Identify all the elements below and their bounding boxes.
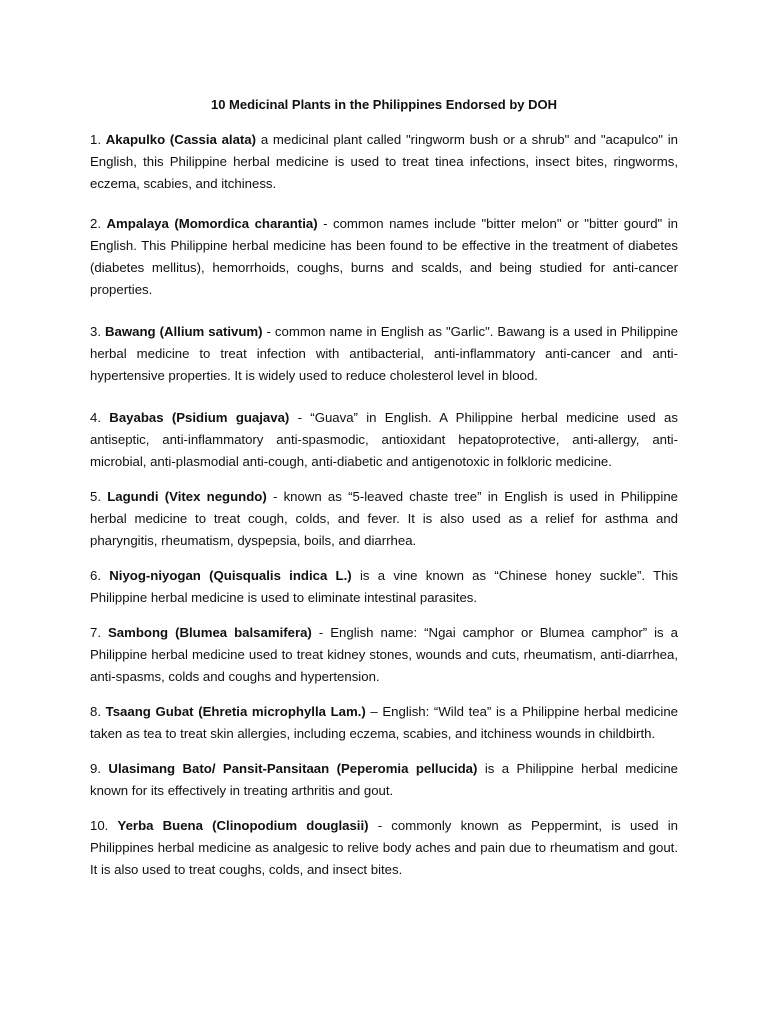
page-title: 10 Medicinal Plants in the Philippines Endorsed by DOH <box>210 97 557 112</box>
item-number: 8. <box>90 704 101 719</box>
plant-description: - “Guava” in English. A Philippine herbal medicine used as antiseptic, anti-inflammatory anti-spasmodic, antioxidant hepatoprotective, anti-allergy, anti-microbial, anti-plasmodial anti-cough, anti-diabetic and antigenotoxic in folkloric medicine. <box>90 410 678 469</box>
item-number: 9. <box>90 761 101 776</box>
item-number: 10. <box>90 818 109 833</box>
list-item <box>90 622 678 688</box>
plant-description: - commonly known as Peppermint, is used in Philippines herbal medicine as analgesic to relive body aches and pain due to rheumatism and gout. It is also used to treat coughs, colds, and insect bites. <box>90 818 678 877</box>
list-item <box>90 701 678 745</box>
list-item <box>90 407 678 473</box>
plant-name: Akapulko (Cassia alata) <box>105 132 257 147</box>
plant-description: is a Philippine herbal medicine known for its effectively in treating arthritis and gout. <box>90 761 678 798</box>
plant-description: - English name: “Ngai camphor or Blumea camphor” is a Philippine herbal medicine used to treat kidney stones, wounds and cuts, rheumatism, anti-diarrhea, anti-spasms, colds and coughs and hypertension. <box>90 625 678 684</box>
list-item <box>90 565 678 609</box>
plant-name: Yerba Buena (Clinopodium douglasii) <box>117 818 369 833</box>
item-number: 7. <box>90 625 101 640</box>
item-number: 1. <box>90 132 101 147</box>
plant-name: Lagundi (Vitex negundo) <box>107 489 267 504</box>
plant-description: - common name in English as "Garlic". Bawang is a used in Philippine herbal medicine to treat infection with antibacterial, anti-inflammatory anti-cancer and anti-hypertensive properties. It is widely used to reduce cholesterol level in blood. <box>90 324 679 383</box>
item-number: 3. <box>90 324 101 339</box>
plant-description: is a vine known as “Chinese honey suckle”. This Philippine herbal medicine is used to eliminate intestinal parasites. <box>90 568 678 605</box>
item-number: 5. <box>90 489 101 504</box>
item-number: 6. <box>90 568 101 583</box>
plant-description: - common names include "bitter melon" or "bitter gourd" in English. This Philippine herbal medicine has been found to be effective in the treatment of diabetes (diabetes mellitus), hemorrhoids, coughs, burns and scalds, and being studied for anti-cancer properties. <box>90 216 678 297</box>
plant-name: Ampalaya (Momordica charantia) <box>106 216 318 231</box>
item-number: 4. <box>90 410 101 425</box>
plant-name: Niyog-niyogan (Quisqualis indica L.) <box>109 568 352 583</box>
list-item <box>90 815 678 881</box>
list-item <box>90 321 678 387</box>
list-item <box>90 129 678 195</box>
list-item <box>90 213 678 301</box>
item-number: 2. <box>90 216 101 231</box>
plant-description: a medicinal plant called "ringworm bush or a shrub" and "acapulco" in English, this Philippine herbal medicine is used to treat tinea infections, insect bites, ringworms, eczema, scabies, and itchiness. <box>90 132 679 191</box>
plant-name: Sambong (Blumea balsamifera) <box>108 625 312 640</box>
plant-name: Tsaang Gubat (Ehretia microphylla Lam.) <box>105 704 366 719</box>
plant-description: - known as “5-leaved chaste tree” in English is used in Philippine herbal medicine to treat cough, colds, and fever. It is also used as a relief for asthma and pharyngitis, rheumatism, dyspepsia, boils, and diarrhea. <box>90 489 678 548</box>
plant-name: Ulasimang Bato/ Pansit-Pansitaan (Peperomia pellucida) <box>108 761 478 776</box>
plant-name: Bawang (Allium sativum) <box>105 324 263 339</box>
list-item <box>90 486 678 552</box>
list-item <box>90 758 678 802</box>
plant-description: – English: “Wild tea” is a Philippine herbal medicine taken as tea to treat skin allergies, including eczema, scabies, and itchiness wounds in childbirth. <box>90 704 678 741</box>
plant-name: Bayabas (Psidium guajava) <box>109 410 290 425</box>
